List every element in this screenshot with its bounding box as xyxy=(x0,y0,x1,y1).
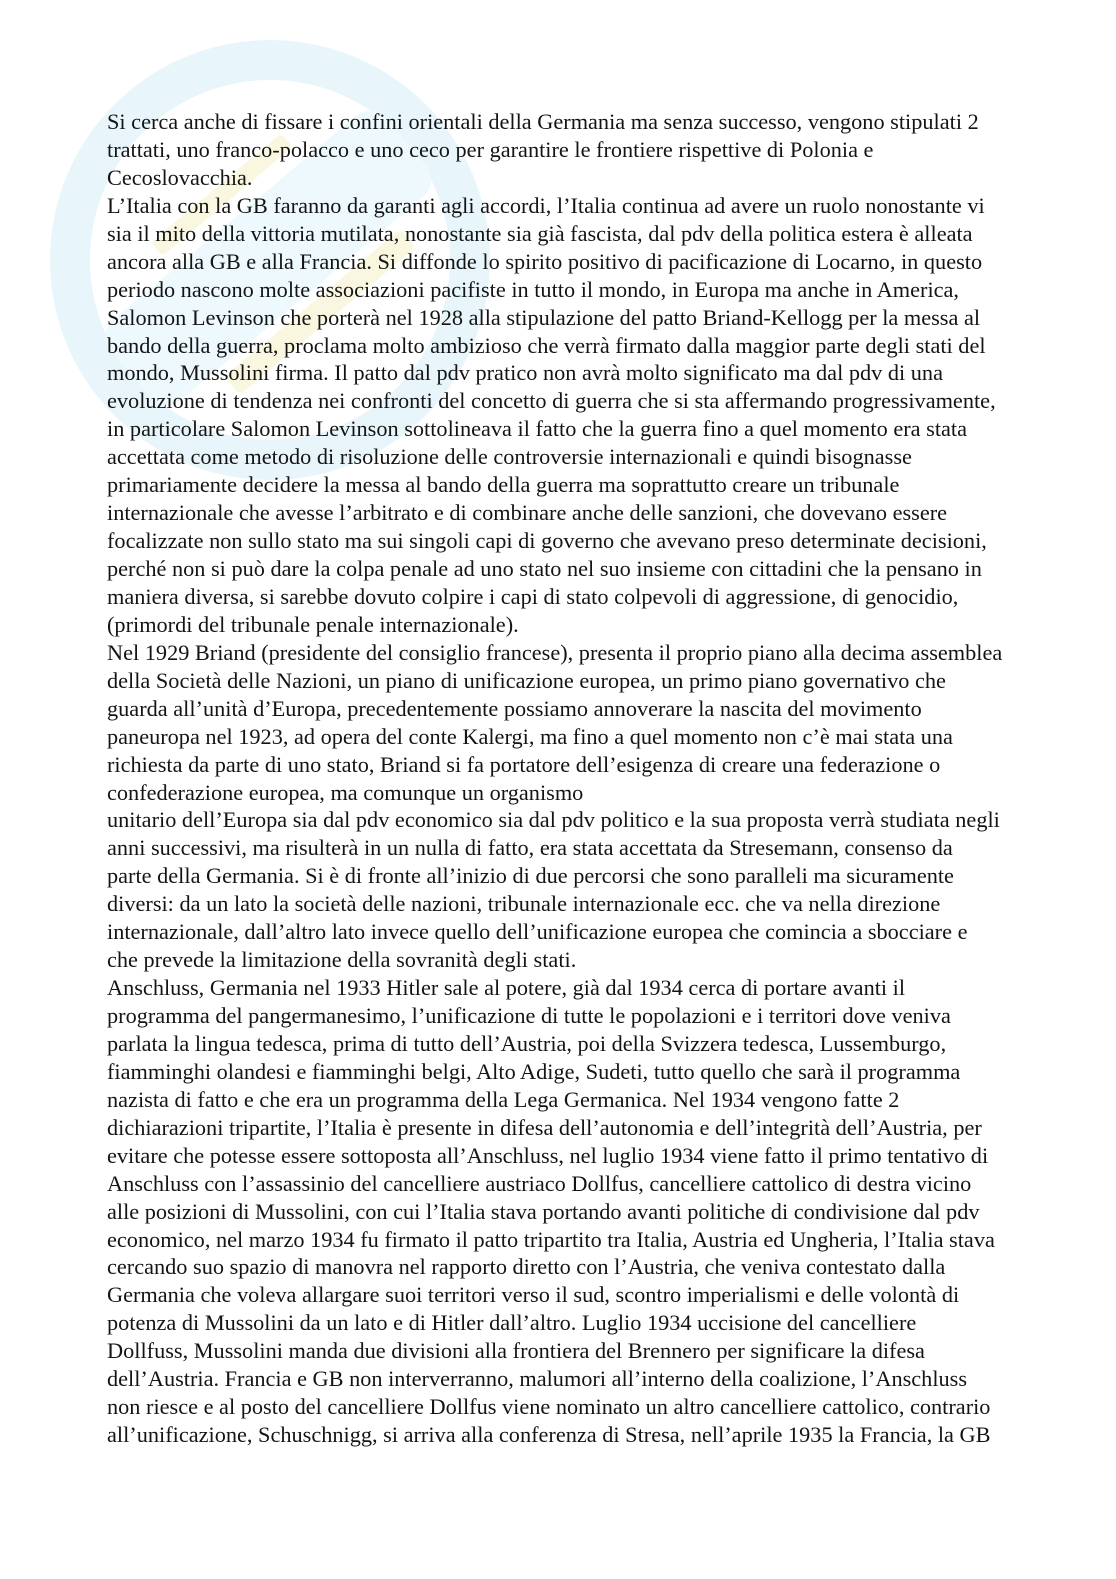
text-line: in particolare Salomon Levinson sottolineava il fatto che la guerra fino a quel momento era stata xyxy=(107,416,967,442)
text-line: unitario dell’Europa sia dal pdv economico sia dal pdv politico e la sua proposta verrà studiata negli xyxy=(107,807,1000,833)
text-line: sia il mito della vittoria mutilata, nonostante sia già fascista, dal pdv della politica estera è alleata xyxy=(107,220,973,246)
text-line: bando della guerra, proclama molto ambizioso che verrà firmato dalla maggior parte degli stati del xyxy=(107,332,986,358)
text-line: Anschluss con l’assassinio del cancelliere austriaco Dollfus, cancelliere cattolico di destra vicino xyxy=(107,1170,972,1196)
text-line: ancora alla GB e alla Francia. Si diffonde lo spirito positivo di pacificazione di Locarno, in questo xyxy=(107,248,983,274)
text-line: parlata la lingua tedesca, prima di tutto dell’Austria, poi della Svizzera tedesca, Lussemburgo, xyxy=(107,1030,947,1056)
text-line: internazionale, dall’altro lato invece quello dell’unificazione europea che comincia a sbocciare e xyxy=(107,919,968,945)
text-line: della Società delle Nazioni, un piano di unificazione europea, un primo piano governativo che xyxy=(107,667,946,693)
text-line: cercando suo spazio di manovra nel rapporto diretto con l’Austria, che veniva contestato dalla xyxy=(107,1254,946,1280)
text-line: Nel 1929 Briand (presidente del consiglio francese), presenta il proprio piano alla decima assemblea xyxy=(107,639,1003,665)
text-line: periodo nascono molte associazioni pacifiste in tutto il mondo, in Europa ma anche in America, xyxy=(107,276,960,302)
text-line: richiesta da parte di uno stato, Briand si fa portatore dell’esigenza di creare una federazione o xyxy=(107,751,941,777)
document-body xyxy=(107,108,1097,1449)
text-line: internazionale che avesse l’arbitrato e di combinare anche delle sanzioni, che dovevano essere xyxy=(107,500,948,526)
text-line: L’Italia con la GB faranno da garanti agli accordi, l’Italia continua ad avere un ruolo nonostante vi xyxy=(107,192,985,218)
text-line: primariamente decidere la messa al bando della guerra ma soprattutto creare un tribunale xyxy=(107,472,900,498)
text-line: non riesce e al posto del cancelliere Dollfus viene nominato un altro cancelliere cattolico, contrario xyxy=(107,1394,991,1420)
text-line: evitare che potesse essere sottoposta all’Anschluss, nel luglio 1934 viene fatto il primo tentativo di xyxy=(107,1142,989,1168)
text-line: guarda all’unità d’Europa, precedentemente possiamo annoverare la nascita del movimento xyxy=(107,695,922,721)
text-line: Salomon Levinson che porterà nel 1928 alla stipulazione del patto Briand-Kellogg per la messa al xyxy=(107,304,981,330)
text-line: Cecoslovacchia. xyxy=(107,164,253,190)
text-line: confederazione europea, ma comunque un organismo xyxy=(107,779,584,805)
text-line: anni successivi, ma risulterà in un nulla di fatto, era stata accettata da Stresemann, consenso da xyxy=(107,835,953,861)
paragraph xyxy=(107,108,1097,192)
text-line: trattati, uno franco-polacco e uno ceco per garantire le frontiere rispettive di Polonia e xyxy=(107,136,874,162)
text-line: Germania che voleva allargare suoi territori verso il sud, scontro imperialismi e delle volontà di xyxy=(107,1282,960,1308)
text-line: Anschluss, Germania nel 1933 Hitler sale al potere, già dal 1934 cerca di portare avanti il xyxy=(107,975,906,1001)
text-line: che prevede la limitazione della sovranità degli stati. xyxy=(107,947,577,973)
text-line: perché non si può dare la colpa penale ad uno stato nel suo insieme con cittadini che la pensano in xyxy=(107,556,982,581)
text-line: mondo, Mussolini firma. Il patto dal pdv pratico non avrà molto significato ma dal pdv di una xyxy=(107,360,943,386)
text-line: evoluzione di tendenza nei confronti del concetto di guerra che si sta affermando progressivamente, xyxy=(107,388,996,414)
paragraph xyxy=(107,192,1097,639)
paragraph xyxy=(107,639,1097,974)
text-line: dichiarazioni tripartite, l’Italia è presente in difesa dell’autonomia e dell’integrità dell’Austria, per xyxy=(107,1114,982,1140)
text-line: parte della Germania. Si è di fronte all’inizio di due percorsi che sono paralleli ma sicuramente xyxy=(107,863,954,889)
text-line: (primordi del tribunale penale internazionale). xyxy=(107,611,519,637)
text-line: focalizzate non sullo stato ma sui singoli capi di governo che avevano preso determinate decisioni, xyxy=(107,528,987,554)
text-line: all’unificazione, Schuschnigg, si arriva alla conferenza di Stresa, nell’aprile 1935 la Francia, la GB xyxy=(107,1422,991,1448)
text-line: fiamminghi olandesi e fiamminghi belgi, Alto Adige, Sudeti, tutto quello che sarà il programma xyxy=(107,1058,961,1084)
text-line: accettata come metodo di risoluzione delle controversie internazionali e quindi bisognasse xyxy=(107,444,912,470)
paragraph xyxy=(107,974,1097,1449)
text-line: nazista di fatto e che era un programma della Lega Germanica. Nel 1934 vengono fatte 2 xyxy=(107,1086,900,1112)
text-line: economico, nel marzo 1934 fu firmato il patto tripartito tra Italia, Austria ed Ungheria, l’Italia stava xyxy=(107,1226,995,1252)
text-line: Dollfuss, Mussolini manda due divisioni alla frontiera del Brennero per significare la difesa xyxy=(107,1338,925,1364)
text-line: alle posizioni di Mussolini, con cui l’Italia stava portando avanti politiche di condivisione dal pdv xyxy=(107,1198,980,1224)
text-line: maniera diversa, si sarebbe dovuto colpire i capi di stato colpevoli di aggressione, di genocidio, xyxy=(107,583,959,609)
text-line: Si cerca anche di fissare i confini orientali della Germania ma senza successo, vengono stipulati 2 xyxy=(107,109,979,134)
text-line: dell’Austria. Francia e GB non interverranno, malumori all’interno della coalizione, l’Anschluss xyxy=(107,1366,968,1392)
text-line: paneuropa nel 1923, ad opera del conte Kalergi, ma fino a quel momento non c’è mai stata una xyxy=(107,723,953,749)
text-line: potenza di Mussolini da un lato e di Hitler dall’altro. Luglio 1934 uccisione del cancelliere xyxy=(107,1310,917,1336)
text-line: programma del pangermanesimo, l’unificazione di tutte le popolazioni e i territori dove veniva xyxy=(107,1003,951,1028)
text-line: diversi: da un lato la società delle nazioni, tribunale internazionale ecc. che va nella direzione xyxy=(107,891,941,917)
